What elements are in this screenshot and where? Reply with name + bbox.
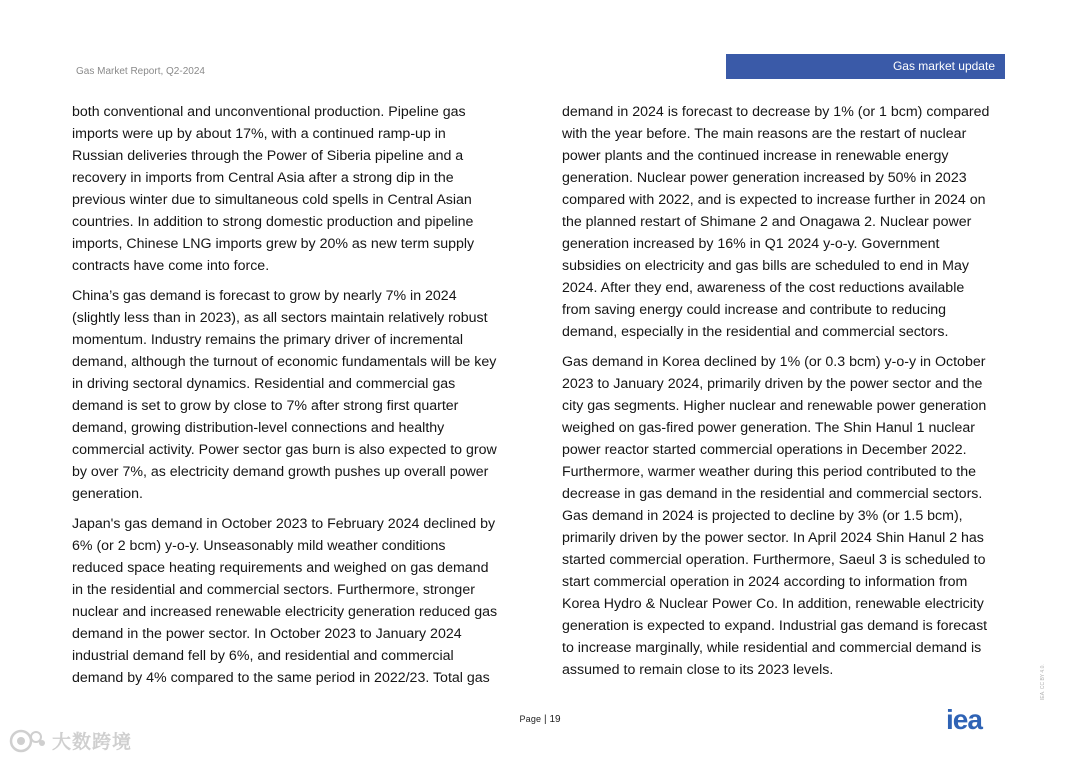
- text-line: demand, especially in the residential and commercial sectors.: [562, 324, 949, 340]
- text-line: contracts have come into force.: [72, 258, 270, 274]
- text-line: the planned restart of Shimane 2 and Onagawa 2. Nuclear power: [562, 214, 972, 230]
- text-line: subsidies on electricity and gas bills are scheduled to end in May: [562, 258, 969, 274]
- text-line: to increase marginally, while residential and commercial demand is: [562, 640, 982, 656]
- text-line: momentum. Industry remains the primary driver of incremental: [72, 332, 464, 348]
- text-line: Korea Hydro & Nuclear Power Co. In addition, renewable electricity: [562, 596, 984, 612]
- text-line: imports were up by about 17%, with a continued ramp-up in: [72, 126, 446, 142]
- text-line: compared with 2022, and is expected to increase further in 2024 on: [562, 192, 986, 208]
- text-line: by over 7%, as electricity demand growth pushes up overall power: [72, 464, 489, 480]
- text-line: decrease in gas demand in the residential and commercial sectors.: [562, 486, 983, 502]
- text-line: generation increased by 16% in Q1 2024 y-o-y. Government: [562, 236, 940, 252]
- iea-logo: iea: [946, 704, 982, 735]
- right-column: [562, 101, 1012, 689]
- text-line: (slightly less than in 2023), as all sectors maintain relatively robust: [72, 310, 488, 326]
- text-line: China’s gas demand is forecast to grow by nearly 7% in 2024: [72, 288, 457, 304]
- text-line: demand by 4% compared to the same period in 2022/23. Total gas: [72, 670, 490, 686]
- text-line: weighed on gas-fired power generation. The Shin Hanul 1 nuclear: [562, 420, 976, 436]
- text-line: power reactor started commercial operations in December 2022.: [562, 442, 967, 458]
- text-line: commercial activity. Power sector gas burn is also expected to grow: [72, 442, 497, 458]
- text-line: Gas demand in 2024 is projected to decline by 3% (or 1.5 bcm),: [562, 508, 963, 524]
- text-line: power plants and the continued increase in renewable energy: [562, 148, 949, 164]
- text-line: generation. Nuclear power generation increased by 50% in 2023: [562, 170, 967, 186]
- section-banner: Gas market update: [726, 54, 1005, 79]
- text-line: nuclear and increased renewable electricity generation reduced gas: [72, 604, 498, 620]
- text-line: Japan's gas demand in October 2023 to February 2024 declined by: [72, 516, 496, 532]
- watermark-text: 大数跨境: [52, 731, 133, 753]
- text-line: from saving energy could increase and contribute to reducing: [562, 302, 947, 318]
- watermark: [8, 727, 132, 754]
- text-line: in the residential and commercial sectors. Furthermore, stronger: [72, 582, 475, 598]
- paragraph: [72, 101, 522, 277]
- text-line: industrial demand fell by 6%, and residential and commercial: [72, 648, 454, 664]
- left-column: [72, 101, 522, 697]
- text-line: Russian deliveries through the Power of Siberia pipeline and a: [72, 148, 464, 164]
- text-line: assumed to remain close to its 2023 levels.: [562, 662, 834, 678]
- text-line: city gas segments. Higher nuclear and renewable power generation: [562, 398, 987, 414]
- text-line: started commercial operation. Furthermore, Saeul 3 is scheduled to: [562, 552, 986, 568]
- text-line: both conventional and unconventional production. Pipeline gas: [72, 104, 466, 120]
- page-number-value: 19: [549, 714, 561, 725]
- text-line: 2024. After they end, awareness of the cost reductions available: [562, 280, 965, 296]
- page-separator: |: [544, 714, 547, 725]
- text-line: with the year before. The main reasons are the restart of nuclear: [562, 126, 967, 142]
- text-line: demand is set to grow by close to 7% after strong first quarter: [72, 398, 459, 414]
- text-line: 2023 to January 2024, primarily driven by the power sector and the: [562, 376, 983, 392]
- page-label: Page: [519, 714, 542, 724]
- page-number: [0, 714, 1080, 725]
- text-line: 6% (or 2 bcm) y-o-y. Unseasonably mild weather conditions: [72, 538, 446, 554]
- text-line: Furthermore, warmer weather during this period contributed to the: [562, 464, 977, 480]
- license-text: IEA. CC BY 4.0.: [1040, 664, 1046, 700]
- text-line: primarily driven by the power sector. In April 2024 Shin Hanul 2 has: [562, 530, 984, 546]
- paragraph: [562, 351, 1012, 681]
- paragraph: [562, 101, 1012, 343]
- watermark-icon: [8, 728, 48, 754]
- text-line: demand in 2024 is forecast to decrease by 1% (or 1 bcm) compared: [562, 104, 990, 120]
- text-line: demand, although the turnout of economic fundamentals will be key: [72, 354, 497, 370]
- text-line: start commercial operation in 2024 according to information from: [562, 574, 968, 590]
- text-line: generation is expected to expand. Industrial gas demand is forecast: [562, 618, 988, 634]
- report-title: Gas Market Report, Q2-2024: [76, 66, 205, 77]
- text-line: countries. In addition to strong domestic production and pipeline: [72, 214, 474, 230]
- text-line: recovery in imports from Central Asia after a strong dip in the: [72, 170, 454, 186]
- text-line: previous winter due to simultaneous cold spells in Central Asian: [72, 192, 472, 208]
- text-line: demand, growing distribution-level connections and healthy: [72, 420, 445, 436]
- text-line: reduced space heating requirements and weighed on gas demand: [72, 560, 489, 576]
- text-line: generation.: [72, 486, 143, 502]
- paragraph: [72, 513, 522, 689]
- text-line: imports, Chinese LNG imports grew by 20% as new term supply: [72, 236, 475, 252]
- text-line: Gas demand in Korea declined by 1% (or 0.3 bcm) y-o-y in October: [562, 354, 986, 370]
- paragraph: [72, 285, 522, 505]
- text-line: demand in the power sector. In October 2023 to January 2024: [72, 626, 462, 642]
- text-line: in driving sectoral dynamics. Residential and commercial gas: [72, 376, 456, 392]
